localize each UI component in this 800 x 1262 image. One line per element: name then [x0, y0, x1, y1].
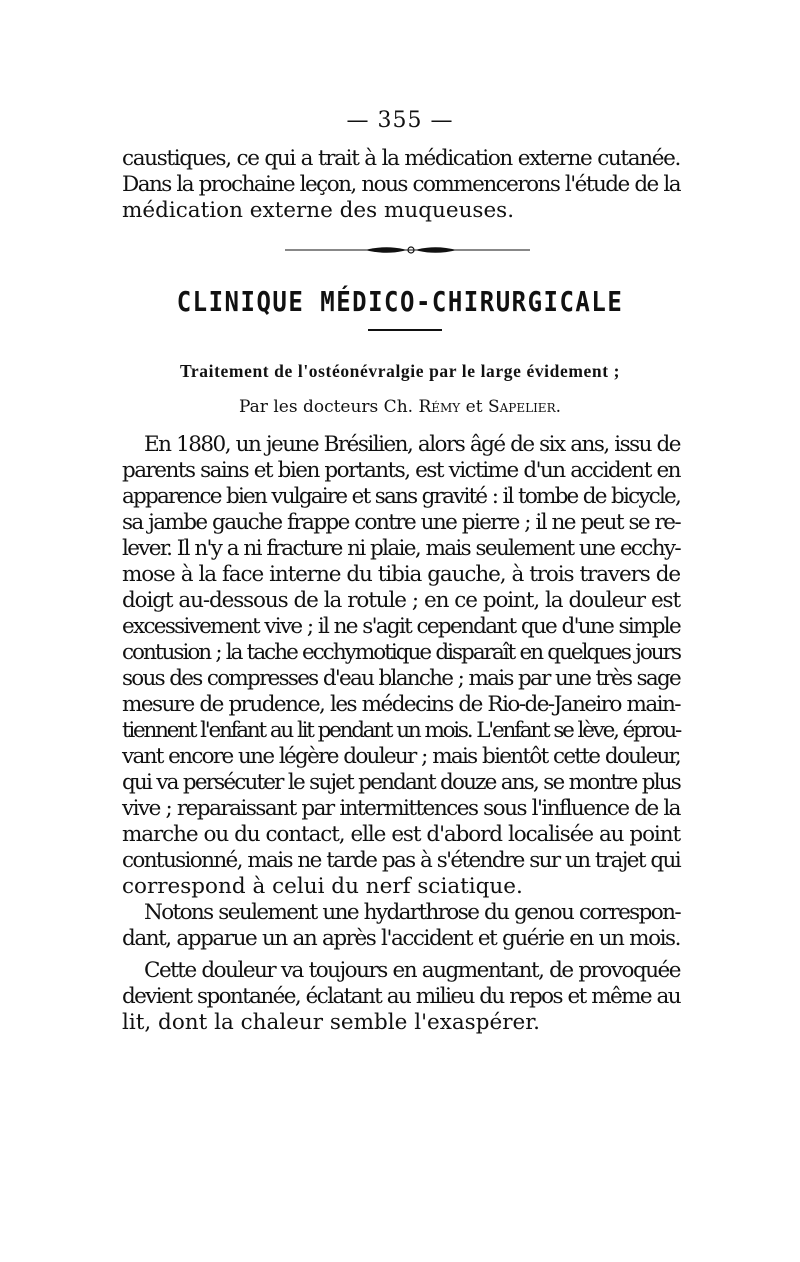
text-line: Notons seulement une hydarthrose du genou correspon- [144, 900, 680, 925]
text-line: vant encore une légère douleur ; mais bientôt cette douleur, [122, 744, 680, 769]
text-line: caustiques, ce qui a trait à la médication externe cutanée. [122, 146, 680, 171]
byline-conjunction: et [465, 397, 483, 417]
text-line: apparence bien vulgaire et sans gravité : il tombe de bicycle, [122, 484, 680, 509]
article-title: Traitement de l'ostéonévralgie par le large évidement ; [179, 361, 621, 381]
text-line: doigt au-dessous de la rotule ; en ce point, la douleur est [122, 588, 680, 613]
page-number: — 355 — [346, 108, 454, 133]
byline [0, 397, 800, 417]
text-line: excessivement vive ; il ne s'agit cependant que d'une simple [122, 614, 680, 639]
text-line: contusion ; la tache ecchymotique disparaît en quelques jours [122, 640, 680, 665]
body-paragraph-3 [122, 958, 680, 1036]
body-paragraph-2 [122, 900, 680, 952]
intro-paragraph [122, 146, 680, 224]
text-line: tiennent l'enfant au lit pendant un mois. L'enfant se lève, éprou- [122, 718, 680, 743]
text-line: qui va persécuter le sujet pendant douze ans, se montre plus [122, 770, 680, 795]
text-line: dant, apparue un an après l'accident et guérie en un mois. [122, 926, 680, 951]
text-line: correspond à celui du nerf sciatique. [122, 874, 523, 899]
title-divider [368, 329, 442, 331]
author-name: Sapelier. [487, 397, 562, 417]
text-line: marche ou du contact, elle est d'abord localisée au point [122, 822, 680, 847]
text-line: En 1880, un jeune Brésilien, alors âgé de six ans, issu de [144, 432, 680, 457]
text-line: sous des compresses d'eau blanche ; mais par une très sage [122, 666, 680, 691]
section-title: CLINIQUE MÉDICO-CHIRURGICALE [176, 285, 624, 319]
text-line: contusionné, mais ne tarde pas à s'étendre sur un trajet qui [122, 848, 680, 873]
text-line: lever. Il n'y a ni fracture ni plaie, mais seulement une ecchy- [122, 536, 680, 561]
author-name: Rémy [418, 397, 461, 417]
text-line: Dans la prochaine leçon, nous commencerons l'étude de la [122, 172, 680, 197]
byline-prefix: Par les docteurs Ch. [238, 397, 414, 417]
text-line: médication externe des muqueuses. [122, 198, 515, 223]
text-line: vive ; reparaissant par intermittences sous l'influence de la [122, 796, 680, 821]
text-line: sa jambe gauche frappe contre une pierre ; il ne peut se re- [122, 510, 680, 535]
text-line: devient spontanée, éclatant au milieu du repos et même au [122, 984, 680, 1009]
body-paragraph-1 [122, 432, 680, 900]
text-line: mose à la face interne du tibia gauche, à trois travers de [122, 562, 680, 587]
text-line: Cette douleur va toujours en augmentant, de provoquée [144, 958, 680, 983]
text-line: mesure de prudence, les médecins de Rio-de-Janeiro main- [122, 692, 680, 717]
ornamental-rule [285, 244, 530, 256]
text-line: parents sains et bien portants, est victime d'un accident en [122, 458, 680, 483]
text-line: lit, dont la chaleur semble l'exaspérer. [122, 1010, 540, 1035]
